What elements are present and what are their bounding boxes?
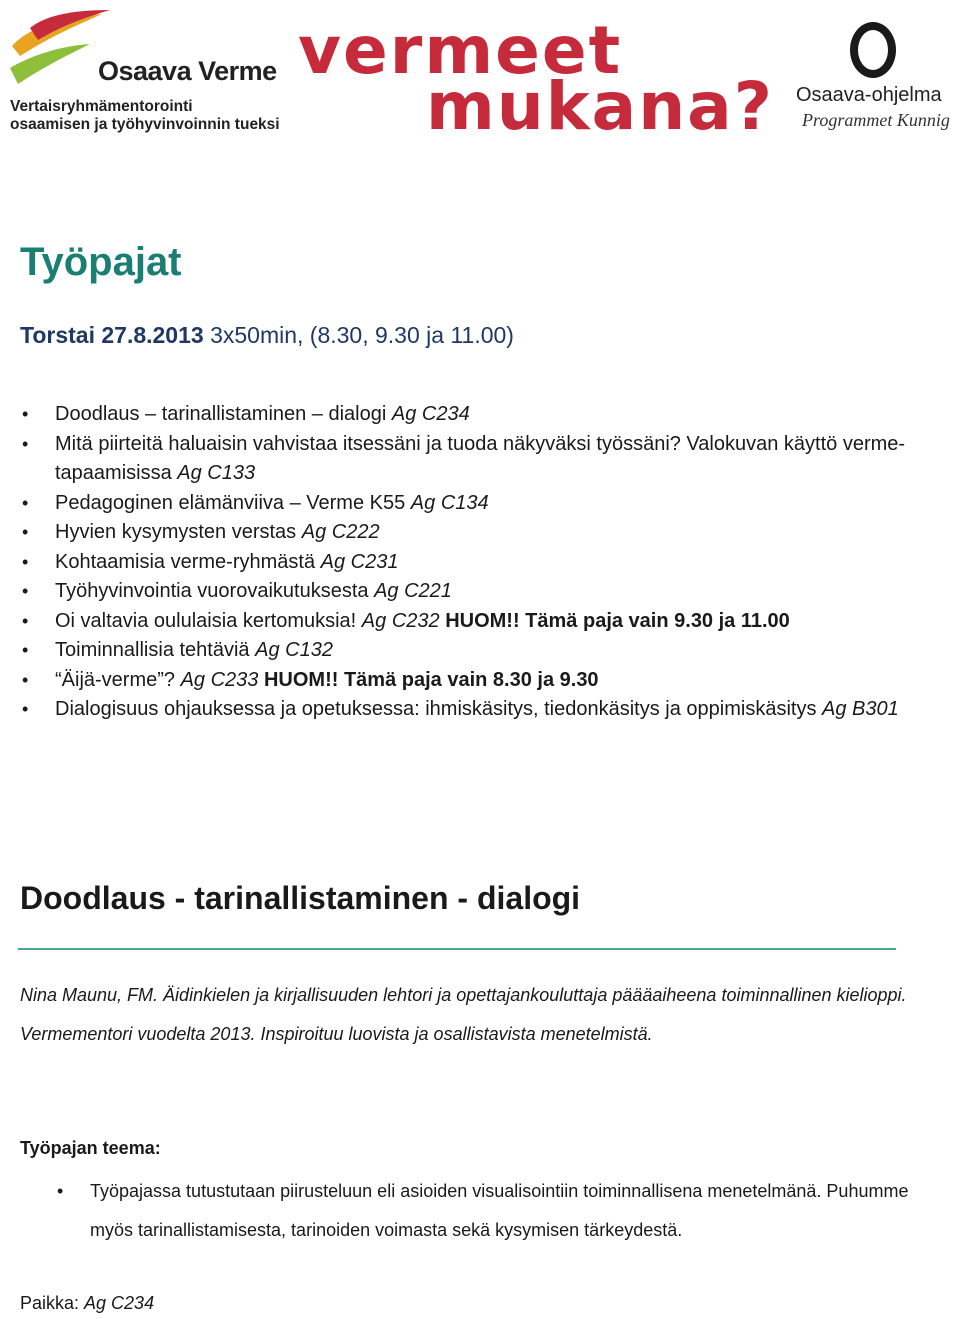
event-times: 3x50min, (8.30, 9.30 ja 11.00) bbox=[203, 322, 514, 348]
workshop-title: Dialogisuus ohjauksessa ja opetuksessa: ihmiskäsitys, tiedonkäsitys ja oppimiskäsitys bbox=[55, 698, 823, 720]
theme-list bbox=[55, 1172, 935, 1250]
logo-line-1: vermeet bbox=[298, 12, 623, 89]
workshop-item bbox=[20, 636, 920, 666]
workshop-room: Ag C132 bbox=[255, 639, 333, 661]
workshop-item bbox=[20, 489, 920, 519]
workshop-title: Oi valtavia oululaisia kertomuksia! bbox=[55, 609, 362, 632]
osaava-verme-logo bbox=[10, 6, 290, 136]
author-bio: Nina Maunu, FM. Äidinkielen ja kirjallisuuden lehtori ja opettajankouluttaja päääaiheena toiminnallinen kielioppi. Vermementori vuodelta 2013. Inspiroituu luovista ja osallistavista menetelmistä. bbox=[20, 985, 907, 1044]
brand-name: Osaava Verme bbox=[98, 56, 277, 86]
logo-line-2: mukana? bbox=[426, 68, 774, 145]
vermeet-mukana-logo bbox=[298, 12, 774, 145]
workshop-title: Toiminnallisia tehtäviä bbox=[55, 639, 256, 661]
workshop-item bbox=[20, 400, 920, 430]
workshop-room: Ag C134 bbox=[410, 491, 489, 514]
workshop-room: Ag C233 bbox=[180, 668, 259, 691]
workshop-item bbox=[20, 607, 920, 637]
workshop-title: Pedagoginen elämänviiva – Verme K55 bbox=[55, 491, 411, 514]
section-divider bbox=[18, 948, 896, 950]
theme-item: • Työpajassa tutustutaan piirusteluun eli asioiden visualisointiin toiminnallisena menetelmänä. Puhumme myös tarinallistamisesta, tarinoiden voimasta sekä kysymisen tärkeydestä. bbox=[55, 1172, 935, 1250]
brand-tagline-2: osaamisen ja työhyvinvoinnin tueksi bbox=[10, 116, 280, 133]
theme-title: Työpajan teema: bbox=[20, 1138, 161, 1158]
workshop-item bbox=[20, 577, 920, 607]
ring-icon bbox=[850, 22, 896, 78]
workshop-room: Ag B301 bbox=[822, 698, 899, 720]
workshop-room: Ag C222 bbox=[301, 521, 380, 543]
workshop-room: Ag C231 bbox=[320, 550, 399, 573]
workshop-title: Mitä piirteitä haluaisin vahvistaa itsessäni ja tuoda näkyväksi työssäni? Valokuvan käyttö verme-tapaamisissa bbox=[55, 432, 906, 484]
section-title: Doodlaus - tarinallistaminen - dialogi bbox=[20, 880, 581, 916]
workshop-title: Kohtaamisia verme-ryhmästä bbox=[55, 550, 321, 573]
event-date: Torstai 27.8.2013 bbox=[20, 322, 204, 348]
workshop-room: Ag C232 bbox=[361, 609, 440, 632]
workshop-room: Ag C234 bbox=[391, 403, 470, 425]
workshop-title: Hyvien kysymysten verstas bbox=[55, 521, 302, 543]
workshop-item bbox=[20, 430, 920, 489]
workshop-room: Ag C221 bbox=[374, 580, 452, 602]
workshop-note: HUOM!! Tämä paja vain 9.30 ja 11.00 bbox=[439, 609, 790, 632]
workshop-room: Ag C133 bbox=[177, 462, 256, 484]
brand-tagline-1: Vertaisryhmämentorointi bbox=[10, 98, 193, 115]
page-title: Työpajat bbox=[20, 240, 182, 284]
place-room: Ag C234 bbox=[84, 1293, 155, 1313]
workshop-title: Doodlaus – tarinallistaminen – dialogi bbox=[55, 403, 392, 425]
place-line bbox=[20, 1293, 154, 1314]
place-label: Paikka: bbox=[20, 1293, 85, 1313]
workshop-note: HUOM!! Tämä paja vain 8.30 ja 9.30 bbox=[258, 668, 599, 691]
workshop-title: Työhyvinvointia vuorovaikutuksesta bbox=[55, 580, 375, 602]
date-line bbox=[20, 322, 514, 349]
workshop-item bbox=[20, 518, 920, 548]
workshop-list bbox=[20, 400, 920, 725]
program-name: Osaava-ohjelma bbox=[796, 84, 942, 106]
workshop-title: “Äijä-verme”? bbox=[55, 668, 181, 691]
osaava-ohjelma-logo bbox=[792, 18, 957, 138]
workshop-item bbox=[20, 548, 920, 578]
program-subtitle: Programmet Kunnig bbox=[802, 110, 950, 130]
workshop-item bbox=[20, 695, 920, 725]
workshop-item bbox=[20, 666, 920, 696]
